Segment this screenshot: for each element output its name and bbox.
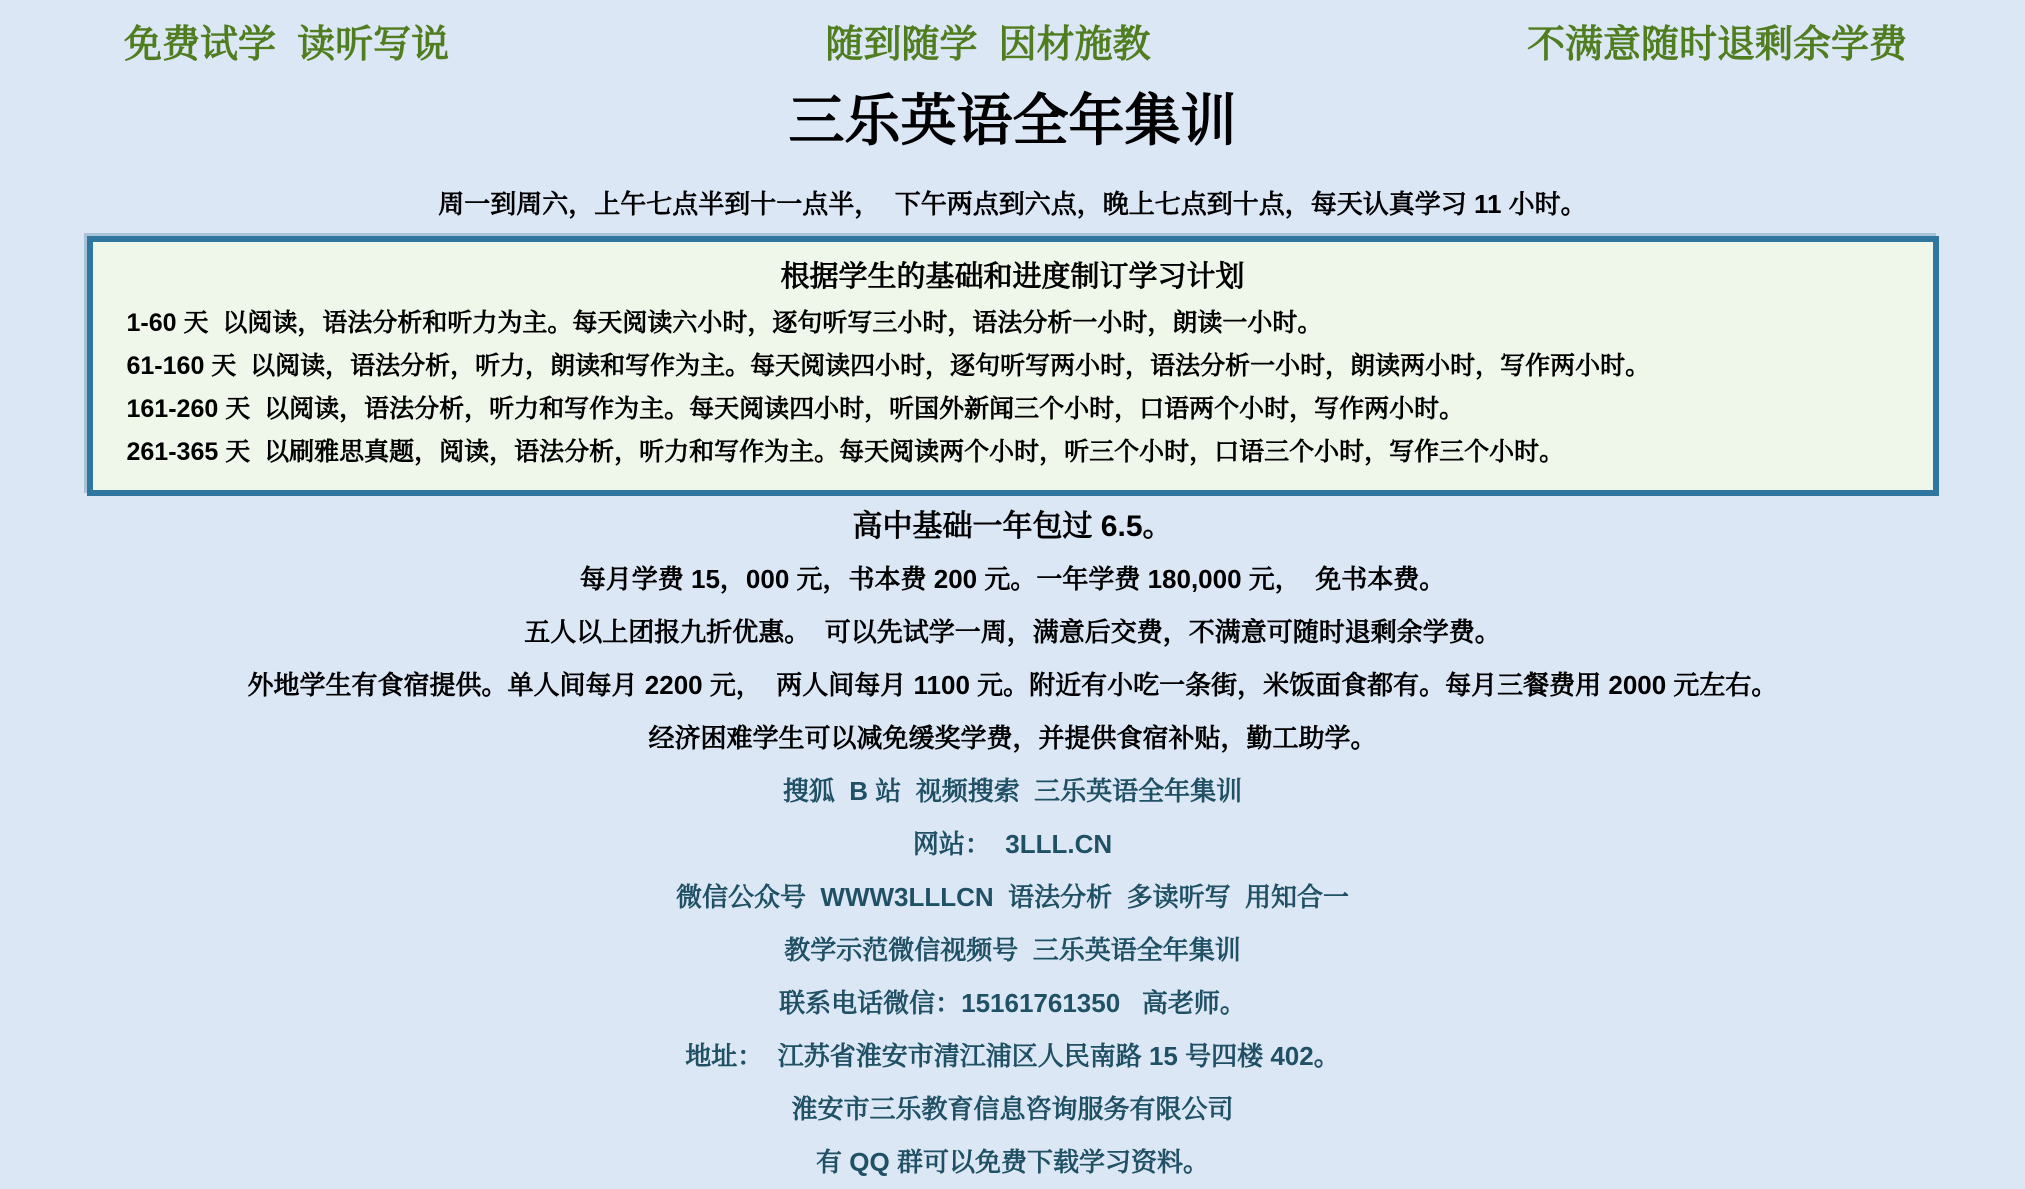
contact-address: 地址： 江苏省淮安市清江浦区人民南路 15 号四楼 402。 [685, 1041, 1340, 1071]
top-slogan-row [0, 0, 2025, 70]
highlight-guarantee: 高中基础一年包过 6.5。 [852, 510, 1173, 543]
contact-wechat-video: 教学示范微信视频号 三乐英语全年集训 [784, 935, 1241, 965]
study-plan-item-2: 61-160 天 以阅读，语法分析，听力，朗读和写作为主。每天阅读四小时，逐句听写两小时，语法分析一小时，朗读两小时，写作两小时。 [126, 352, 1651, 380]
slogan-center: 随到随学 因材施教 [825, 24, 1151, 66]
contact-company: 淮安市三乐教育信息咨询服务有限公司 [791, 1094, 1234, 1124]
info-lines [0, 500, 2025, 1189]
contact-qq-group: 有 QQ 群可以免费下载学习资料。 [816, 1147, 1209, 1177]
study-plan-item-3: 161-260 天 以阅读，语法分析，听力和写作为主。每天阅读四小时，听国外新闻三个小时，口语两个小时，写作两小时。 [126, 395, 1465, 423]
schedule-line: 周一到周六，上午七点半到十一点半， 下午两点到六点，晚上七点到十点，每天认真学习 11 小时。 [438, 189, 1587, 219]
slogan-right: 不满意随时退剩余学费 [1526, 24, 1907, 66]
contact-video-search: 搜狐 B 站 视频搜索 三乐英语全年集训 [782, 776, 1243, 806]
study-plan-item-1: 1-60 天 以阅读，语法分析和听力为主。每天阅读六小时，逐句听写三小时，语法分析一小时，朗读一小时。 [126, 309, 1323, 337]
study-plan-item-4: 261-365 天 以刷雅思真题，阅读，语法分析，听力和写作为主。每天阅读两个小时，听三个小时，口语三个小时，写作三个小时。 [126, 438, 1565, 466]
page-title: 三乐英语全年集训 [788, 89, 1237, 152]
contact-phone: 联系电话微信：15161761350 高老师。 [779, 988, 1246, 1018]
contact-wechat-official: 微信公众号 WWW3LLLCN 语法分析 多读听写 用知合一 [675, 882, 1350, 912]
highlight-financial-aid: 经济困难学生可以减免缓奖学费，并提供食宿补贴，勤工助学。 [648, 723, 1377, 753]
study-plan-box [87, 236, 1939, 496]
highlight-lodging: 外地学生有食宿提供。单人间每月 2200 元， 两人间每月 1100 元。附近有小吃一条街，米饭面食都有。每月三餐费用 2000 元左右。 [247, 670, 1778, 700]
highlight-tuition: 每月学费 15，000 元，书本费 200 元。一年学费 180,000 元， 免书本费。 [579, 564, 1446, 594]
contact-website: 网站： 3LLL.CN [912, 829, 1113, 859]
slogan-left: 免费试学 读听写说 [124, 24, 450, 66]
study-plan-title: 根据学生的基础和进度制订学习计划 [780, 261, 1245, 293]
highlight-discount: 五人以上团报九折优惠。 可以先试学一周，满意后交费，不满意可随时退剩余学费。 [524, 617, 1501, 647]
